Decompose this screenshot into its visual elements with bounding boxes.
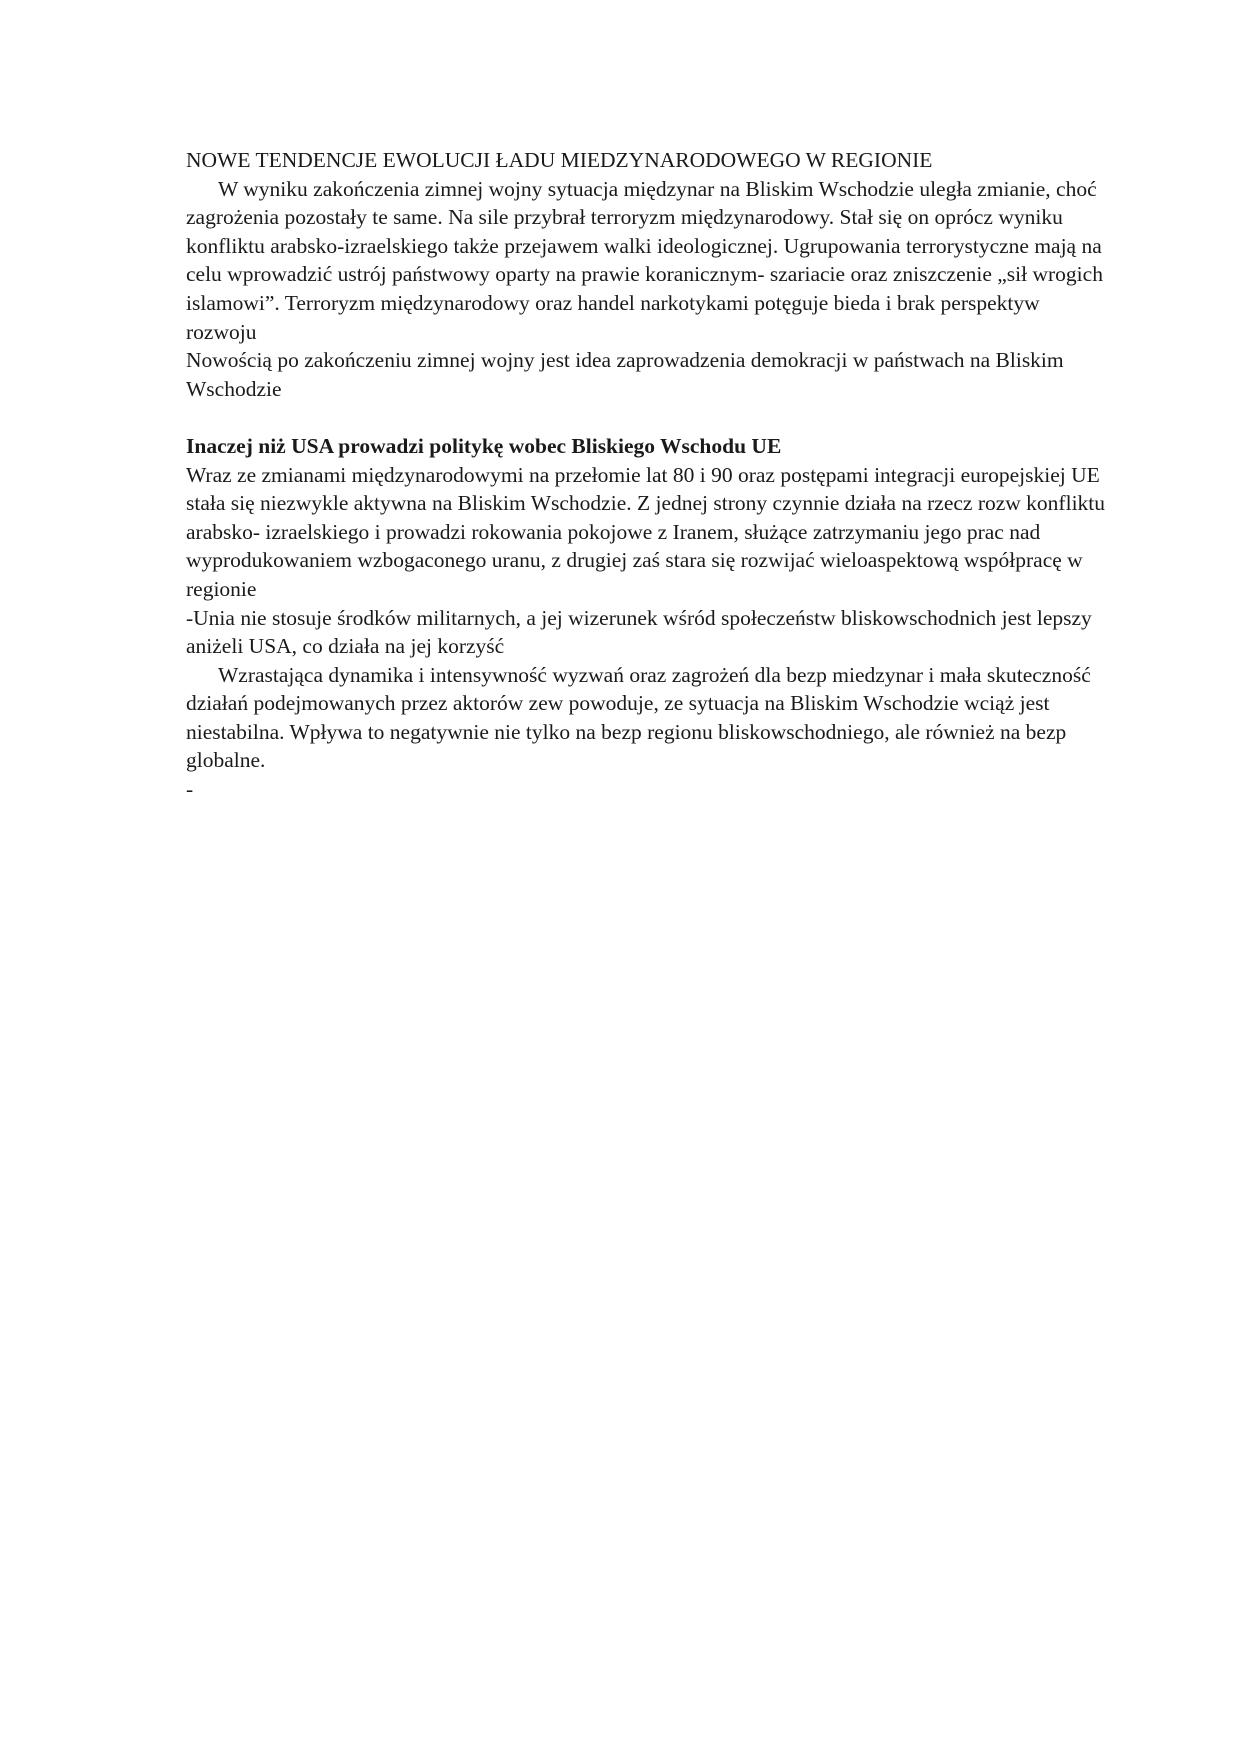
section-2-title: Inaczej niż USA prowadzi politykę wobec Bliskiego Wschodu UE <box>186 433 782 458</box>
paragraph-spacer <box>186 403 1106 432</box>
section-1-title: NOWE TENDENCJE EWOLUCJI ŁADU MIEDZYNARODOWEGO W REGIONIE <box>186 148 933 172</box>
section-1-paragraph-1: W wyniku zakończenia zimnej wojny sytuacja międzynar na Bliskim Wschodzie uległa zmianie, choć zagrożenia pozostały te same. Na sile przybrał terroryzm międzynarodowy. Stał się on oprócz wyniku konfliktu arabsko-izraelskiego także przejawem walki ideologicznej. Ugrupowania terrorystyczne mają na celu wprowadzić ustrój państwowy oparty na prawie koranicznym- szariacie oraz zniszczenie „sił wrogich islamowi”. Terroryzm międzynarodowy oraz handel narkotykami potęguje bieda i brak perspektyw rozwoju <box>186 176 1103 344</box>
section-1-paragraph-2: Nowością po zakończeniu zimnej wojny jest idea zaprowadzenia demokracji w państwach na Bliskim Wschodzie <box>186 348 1064 401</box>
document-body <box>186 146 1106 804</box>
section-2-paragraph-3: Wzrastająca dynamika i intensywność wyzwań oraz zagrożeń dla bezp miedzynar i mała skuteczność działań podejmowanych przez aktorów zew powoduje, ze sytuacja na Bliskim Wschodzie wciąż jest niestabilna. Wpływa to negatywnie nie tylko na bezp regionu bliskowschodniego, ale również na bezp globalne. <box>186 662 1091 773</box>
section-2-paragraph-2: -Unia nie stosuje środków militarnych, a jej wizerunek wśród społeczeństw bliskowschodnich jest lepszy aniżeli USA, co działa na jej korzyść <box>186 605 1092 659</box>
trailing-dash: - <box>186 777 194 802</box>
section-2-paragraph-1: Wraz ze zmianami międzynarodowymi na przełomie lat 80 i 90 oraz postępami integracji europejskiej UE stała się niezwykle aktywna na Bliskim Wschodzie. Z jednej strony czynnie działa na rzecz rozw konfliktu arabsko- izraelskiego i prowadzi rokowania pokojowe z Iranem, służące zatrzymaniu jego prac nad wyprodukowaniem wzbogaconego uranu, z drugiej zaś stara się rozwijać wieloaspektową współpracę w regionie <box>186 462 1106 601</box>
